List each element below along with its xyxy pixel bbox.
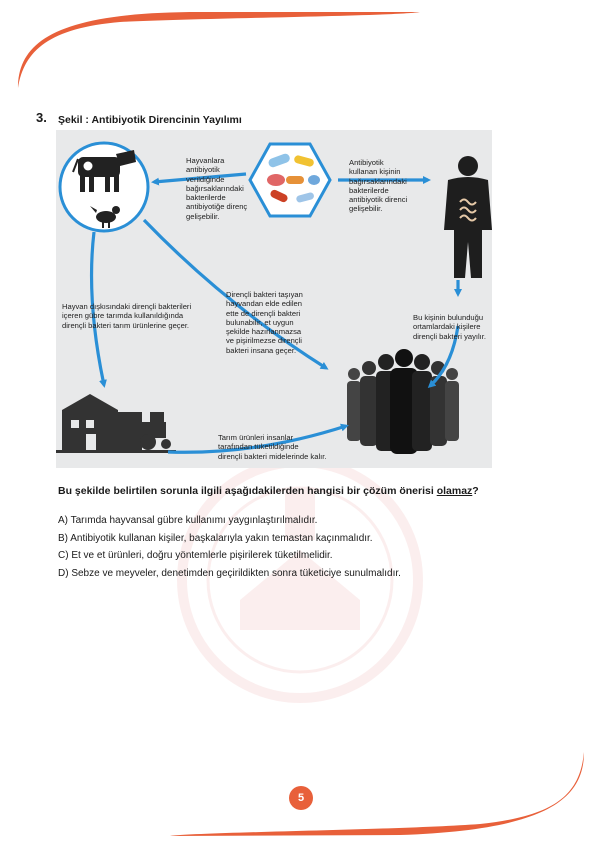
option-b[interactable]: B) Antibiyotik kullanan kişiler, başkalarıyla yakın temastan kaçınmalıdır.: [58, 533, 373, 544]
meat-text: Dirençli bakteri taşıyan hayvandan elde edilen ette de dirençli bakteri bulunabilir, et uygun şekilde hazırlanmazsa ve pişirilmezse dirençli bakteri insana geçer.: [226, 290, 303, 355]
manure-text: Hayvan dışkısındaki dirençli bakterileri içeren gübre tarımda kullanıldığında dirençli bakteri tarım ürünlerine geçer.: [62, 302, 192, 330]
page-number: 5: [289, 786, 313, 810]
option-d[interactable]: D) Sebze ve meyveler, denetimden geçirildikten sonra tüketiciye sunulmalıdır.: [58, 568, 401, 579]
option-a[interactable]: A) Tarımda hayvansal gübre kullanımı yaygınlaştırılmalıdır.: [58, 515, 318, 526]
person-resistance-text: Antibiyotik kullanan kişinin bağırsaklarındaki bakterilerde antibiyotik direnci gelişebilir.: [349, 158, 408, 214]
antibiotic-resistance-diagram: [56, 130, 492, 468]
farm-icon: [56, 394, 176, 453]
animals-resistance-text: Hayvanlara antibiyotik verildiğinde bağırsaklarındaki bakterilerde antibiyotiğe direnç gelişebilir.: [186, 156, 248, 221]
environment-text: Bu kişinin bulunduğu ortamlardaki kişilere dirençli bakteri yayılır.: [413, 313, 487, 341]
farm-consumption-text: Tarım ürünleri insanlar tarafından tüketildiğinde dirençli bakteri midelerinde kalır.: [218, 433, 327, 461]
watermark-emblem-icon: [120, 430, 480, 730]
antibiotics-hexagon: [250, 144, 330, 216]
person-icon: [444, 156, 492, 278]
stem-emphasis: olamaz: [436, 485, 473, 497]
crowd-icon: [347, 349, 459, 454]
animals-circle: [60, 143, 148, 231]
figure-title: Şekil : Antibiyotik Direncinin Yayılımı: [58, 114, 242, 126]
question-stem: Bu şekilde belirtilen sorunla ilgili aşağıdakilerden hangisi bir çözüm önerisi olamaz?: [58, 485, 479, 497]
question-number: 3.: [36, 110, 47, 125]
option-c[interactable]: C) Et ve et ürünleri, doğru yöntemlerle pişirilerek tüketilmelidir.: [58, 550, 333, 561]
